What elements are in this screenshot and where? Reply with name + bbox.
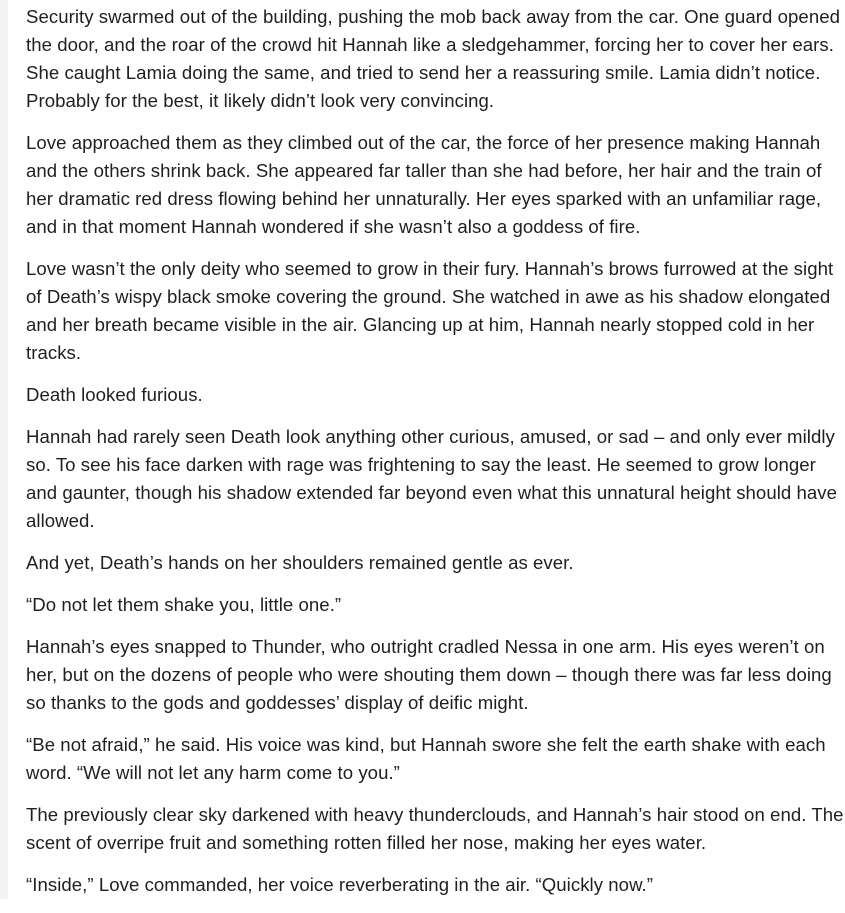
paragraph: “Do not let them shake you, little one.” xyxy=(26,594,342,615)
paragraph: Love approached them as they climbed out of the car, the force of her presence making Hannah and the others shrink back. She appeared far taller than she had before, her hair and the train of her dramatic red dress flowing behind her unnaturally. Her eyes sparked with an unfamiliar rage, and in that moment Hannah wondered if she wasn’t also a goddess of fire. xyxy=(26,132,822,237)
paragraph: “Inside,” Love commanded, her voice reverberating in the air. “Quickly now.” xyxy=(26,874,653,895)
paragraph: Love wasn’t the only deity who seemed to grow in their fury. Hannah’s brows furrowed at the sight of Death’s wispy black smoke covering the ground. She watched in awe as his shadow elongated and her breath became visible in the air. Glancing up at him, Hannah nearly stopped cold in her tracks. xyxy=(26,258,834,363)
paragraph: Death looked furious. xyxy=(26,384,203,405)
paragraph: “Be not afraid,” he said. His voice was kind, but Hannah swore she felt the earth shake with each word. “We will not let any harm come to you.” xyxy=(26,734,826,783)
story-text xyxy=(26,3,844,913)
paragraph: Security swarmed out of the building, pushing the mob back away from the car. One guard opened the door, and the roar of the crowd hit Hannah like a sledgehammer, forcing her to cover her ears. She caught Lamia doing the same, and tried to send her a reassuring smile. Lamia didn’t notice. Probably for the best, it likely didn’t look very convincing. xyxy=(26,6,840,111)
paragraph: The previously clear sky darkened with heavy thunderclouds, and Hannah’s hair stood on end. The scent of overripe fruit and something rotten filled her nose, making her eyes water. xyxy=(26,804,844,853)
paragraph: And yet, Death’s hands on her shoulders remained gentle as ever. xyxy=(26,552,574,573)
paragraph: Hannah had rarely seen Death look anything other curious, amused, or sad – and only ever mildly so. To see his face darken with rage was frightening to say the least. He seemed to grow longer and gaunter, though his shadow extended far beyond even what this unnatural height should have allowed. xyxy=(26,426,838,531)
left-margin-strip xyxy=(0,0,8,899)
paragraph: Hannah’s eyes snapped to Thunder, who outright cradled Nessa in one arm. His eyes weren’t on her, but on the dozens of people who were shouting them down – though there was far less doing so thanks to the gods and goddesses’ display of deific might. xyxy=(26,636,832,713)
